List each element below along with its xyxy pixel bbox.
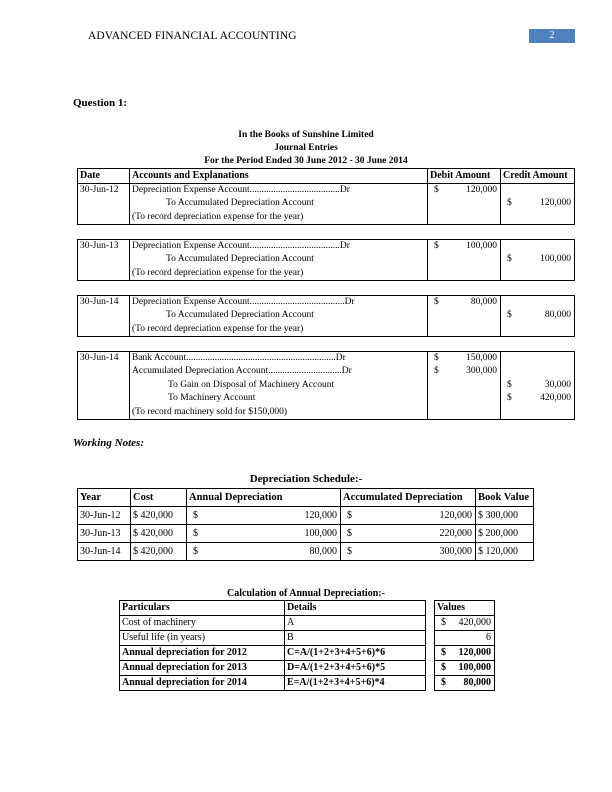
journal-account: Depreciation Expense Account........................................Dr	[130, 295, 428, 309]
spacer-cell	[130, 281, 428, 296]
journal-credit-currency: $	[507, 393, 512, 403]
journal-debit-value: 300,000	[466, 366, 497, 376]
journal-debit	[428, 295, 501, 309]
ds-accumulated-amount	[343, 543, 473, 560]
journal-row	[78, 253, 575, 267]
ac-row	[120, 661, 495, 676]
journal-debit-amount	[430, 365, 498, 379]
journal-debit-value: 120,000	[466, 184, 497, 195]
journal-credit-amount	[503, 379, 572, 393]
journal-debit	[428, 392, 501, 406]
journal-credit	[501, 351, 575, 365]
journal-account: Accumulated Depreciation Account...............................Dr	[130, 365, 428, 379]
journal-credit-amount	[503, 392, 572, 406]
ds-book-value: $ 120,000	[476, 543, 534, 561]
ds-annual	[187, 543, 341, 561]
ac-row	[120, 646, 495, 661]
ds-year: 30-Jun-12	[78, 507, 131, 525]
journal-row	[78, 379, 575, 393]
ac-header-particulars: Particulars	[120, 601, 285, 616]
ds-accumulated	[341, 507, 476, 525]
ds-cost: $ 420,000	[131, 525, 187, 543]
ac-particular: Useful life (in years)	[120, 631, 285, 646]
ac-particular: Cost of machinery	[120, 616, 285, 631]
ds-header-accumulated: Accumulated Depreciation	[341, 489, 476, 507]
ds-header-book-value: Book Value	[476, 489, 534, 507]
ac-value	[435, 616, 495, 631]
ds-cost: $ 420,000	[131, 543, 187, 561]
spacer-cell	[428, 281, 501, 296]
ac-gap	[426, 601, 435, 616]
journal-debit	[428, 323, 501, 337]
journal-row	[78, 351, 575, 365]
journal-credit	[501, 267, 575, 281]
ds-annual-value: 100,000	[304, 528, 337, 539]
journal-credit-value: 100,000	[540, 254, 571, 264]
annual-calc-table	[119, 600, 495, 691]
journal-date	[78, 392, 130, 406]
journal-row	[78, 323, 575, 337]
journal-row	[78, 295, 575, 309]
journal-row	[78, 197, 575, 211]
ac-value-value: 80,000	[463, 677, 491, 688]
journal-row	[78, 309, 575, 323]
journal-debit	[428, 267, 501, 281]
ac-value-currency	[437, 631, 441, 645]
journal-date: 30-Jun-13	[78, 239, 130, 253]
spacer-cell	[78, 225, 130, 240]
journal-debit	[428, 253, 501, 267]
ds-accumulated-value: 300,000	[439, 546, 472, 557]
ds-accumulated-currency: $	[347, 510, 352, 521]
depreciation-schedule-table	[77, 488, 534, 561]
working-notes-heading: Working Notes:	[73, 437, 144, 449]
journal-account: To Accumulated Depreciation Account	[130, 197, 428, 211]
journal-credit	[501, 197, 575, 211]
journal-debit	[428, 379, 501, 393]
journal-account: (To record machinery sold for $150,000)	[130, 406, 428, 420]
journal-debit-currency: $	[434, 366, 439, 376]
spacer-cell	[501, 337, 575, 352]
ac-details: C=A/(1+2+3+4+5+6)*6	[285, 646, 426, 661]
journal-account: Bank Account...............................................................Dr	[130, 351, 428, 365]
journal-date	[78, 379, 130, 393]
journal-account: (To record depreciation expense for the year)	[130, 211, 428, 225]
journal-debit	[428, 406, 501, 420]
journal-row	[78, 239, 575, 253]
journal-row	[78, 406, 575, 420]
journal-debit-currency: $	[434, 240, 439, 251]
journal-account: (To record depreciation expense for the year)	[130, 267, 428, 281]
ds-row	[78, 525, 534, 543]
journal-credit-currency: $	[507, 310, 512, 320]
ac-value	[435, 646, 495, 661]
journal-credit	[501, 323, 575, 337]
ac-value-currency: $	[441, 617, 446, 628]
ac-gap	[426, 646, 435, 661]
spacer-cell	[130, 225, 428, 240]
ds-annual-value: 80,000	[309, 546, 337, 557]
ac-value-amount	[437, 616, 492, 630]
journal-credit	[501, 406, 575, 420]
journal-debit-value: 150,000	[466, 352, 497, 363]
page-number: 2	[529, 29, 575, 43]
spacer-cell	[501, 225, 575, 240]
ds-annual-amount	[189, 525, 338, 542]
journal-debit	[428, 365, 501, 379]
journal-date: 30-Jun-12	[78, 183, 130, 197]
ds-annual-amount	[189, 543, 338, 560]
journal-account: To Machinery Account	[130, 392, 428, 406]
spacer-cell	[428, 337, 501, 352]
journal-credit	[501, 379, 575, 393]
ac-gap	[426, 661, 435, 676]
ds-accumulated	[341, 525, 476, 543]
ac-value	[435, 631, 495, 646]
ac-value-value: 420,000	[458, 617, 491, 628]
journal-date	[78, 211, 130, 225]
journal-credit-value: 80,000	[544, 310, 571, 320]
ds-accumulated-value: 120,000	[439, 510, 472, 521]
journal-credit-amount	[503, 197, 572, 211]
journal-credit	[501, 183, 575, 197]
ds-header-cost: Cost	[131, 489, 187, 507]
spacer-cell	[78, 337, 130, 352]
ds-annual-currency: $	[193, 510, 198, 521]
journal-credit-currency: $	[507, 254, 512, 264]
ac-value-amount	[437, 661, 492, 675]
ds-annual-currency: $	[193, 546, 198, 557]
annual-calc-title: Calculation of Annual Depreciation:-	[227, 588, 385, 599]
ds-book-value: $ 200,000	[476, 525, 534, 543]
journal-account: Depreciation Expense Account......................................Dr	[130, 183, 428, 197]
ac-gap	[426, 676, 435, 691]
ds-accumulated-amount	[343, 507, 473, 524]
journal-credit	[501, 392, 575, 406]
spacer-cell	[78, 281, 130, 296]
ds-annual-amount	[189, 507, 338, 524]
journal-debit	[428, 239, 501, 253]
journal-credit-currency: $	[507, 198, 512, 208]
ac-value-amount	[437, 631, 492, 645]
ac-details: A	[285, 616, 426, 631]
question-heading: Question 1:	[73, 97, 128, 109]
journal-credit	[501, 309, 575, 323]
ds-cost: $ 420,000	[131, 507, 187, 525]
ac-value-value: 6	[486, 632, 491, 643]
spacer-cell	[130, 337, 428, 352]
spacer-cell	[501, 281, 575, 296]
journal-credit-currency: $	[507, 379, 512, 390]
ac-particular: Annual depreciation for 2013	[120, 661, 285, 676]
ac-header-values: Values	[435, 601, 495, 616]
journal-credit-amount	[503, 309, 572, 323]
journal-date: 30-Jun-14	[78, 295, 130, 309]
ac-value-amount	[437, 676, 492, 690]
ds-year: 30-Jun-13	[78, 525, 131, 543]
journal-account: To Accumulated Depreciation Account	[130, 253, 428, 267]
journal-debit-amount	[430, 296, 498, 310]
ds-annual-currency: $	[193, 528, 198, 539]
journal-row	[78, 211, 575, 225]
running-header-title: ADVANCED FINANCIAL ACCOUNTING	[88, 30, 297, 42]
ac-value-currency: $	[441, 677, 446, 688]
journal-debit	[428, 211, 501, 225]
journal-account: To Accumulated Depreciation Account	[130, 309, 428, 323]
depreciation-schedule-title: Depreciation Schedule:-	[249, 473, 363, 485]
journal-account: To Gain on Disposal of Machinery Account	[130, 379, 428, 393]
journal-date	[78, 253, 130, 267]
ac-value	[435, 661, 495, 676]
ds-row	[78, 543, 534, 561]
ac-value-currency: $	[441, 647, 446, 658]
journal-debit	[428, 197, 501, 211]
ac-value-currency: $	[441, 662, 446, 673]
journal-date	[78, 197, 130, 211]
ac-details: D=A/(1+2+3+4+5+6)*5	[285, 661, 426, 676]
ds-accumulated-amount	[343, 525, 473, 542]
journal-credit-amount	[503, 253, 572, 267]
ds-annual	[187, 525, 341, 543]
journal-debit	[428, 309, 501, 323]
journal-debit-value: 80,000	[470, 296, 497, 307]
entry-spacer	[78, 281, 575, 296]
journal-date: 30-Jun-14	[78, 351, 130, 365]
journal-debit-value: 100,000	[466, 240, 497, 251]
entry-spacer	[78, 225, 575, 240]
ac-details: B	[285, 631, 426, 646]
journal-table	[77, 168, 575, 420]
ac-value-value: 120,000	[458, 647, 491, 658]
journal-credit-value: 120,000	[540, 198, 571, 208]
ds-annual-value: 120,000	[304, 510, 337, 521]
ds-accumulated	[341, 543, 476, 561]
ac-row	[120, 616, 495, 631]
journal-credit	[501, 239, 575, 253]
ac-particular: Annual depreciation for 2014	[120, 676, 285, 691]
ds-header-year: Year	[78, 489, 131, 507]
ac-details: E=A/(1+2+3+4+5+6)*4	[285, 676, 426, 691]
ac-header-details: Details	[285, 601, 426, 616]
ac-row	[120, 631, 495, 646]
journal-row	[78, 365, 575, 379]
journal-debit-amount	[430, 240, 498, 254]
journal-credit	[501, 211, 575, 225]
journal-date	[78, 267, 130, 281]
journal-date	[78, 406, 130, 420]
journal-debit-amount	[430, 352, 498, 366]
journal-date	[78, 365, 130, 379]
journal-account: (To record depreciation expense for the year)	[130, 323, 428, 337]
journal-debit-amount	[430, 184, 498, 198]
journal-title-books: In the Books of Sunshine Limited	[238, 130, 374, 140]
ds-book-value: $ 300,000	[476, 507, 534, 525]
ds-header-annual: Annual Depreciation	[187, 489, 341, 507]
journal-account: Depreciation Expense Account......................................Dr	[130, 239, 428, 253]
header-debit: Debit Amount	[428, 169, 501, 184]
ds-annual	[187, 507, 341, 525]
journal-title-entries: Journal Entries	[274, 143, 338, 153]
journal-title-period: For the Period Ended 30 June 2012 - 30 June 2014	[204, 156, 408, 166]
ac-gap	[426, 631, 435, 646]
journal-date	[78, 323, 130, 337]
entry-spacer	[78, 337, 575, 352]
ac-particular: Annual depreciation for 2012	[120, 646, 285, 661]
journal-debit-currency: $	[434, 352, 439, 363]
ds-row	[78, 507, 534, 525]
journal-row	[78, 267, 575, 281]
header-date: Date	[78, 169, 130, 184]
ac-row	[120, 676, 495, 691]
ds-accumulated-value: 220,000	[439, 528, 472, 539]
journal-row	[78, 183, 575, 197]
journal-debit-currency: $	[434, 296, 439, 307]
header-accounts: Accounts and Explanations	[130, 169, 428, 184]
journal-credit	[501, 295, 575, 309]
journal-debit-currency: $	[434, 184, 439, 195]
journal-debit	[428, 351, 501, 365]
ds-accumulated-currency: $	[347, 528, 352, 539]
ds-accumulated-currency: $	[347, 546, 352, 557]
ac-value-amount	[437, 646, 492, 660]
journal-credit	[501, 253, 575, 267]
ac-value	[435, 676, 495, 691]
ds-year: 30-Jun-14	[78, 543, 131, 561]
journal-credit	[501, 365, 575, 379]
journal-debit	[428, 183, 501, 197]
journal-credit-value: 30,000	[544, 379, 571, 390]
journal-credit-value: 420,000	[540, 393, 571, 403]
journal-row	[78, 392, 575, 406]
header-credit: Credit Amount	[501, 169, 575, 184]
ac-gap	[426, 616, 435, 631]
spacer-cell	[428, 225, 501, 240]
journal-date	[78, 309, 130, 323]
ac-value-value: 100,000	[458, 662, 491, 673]
